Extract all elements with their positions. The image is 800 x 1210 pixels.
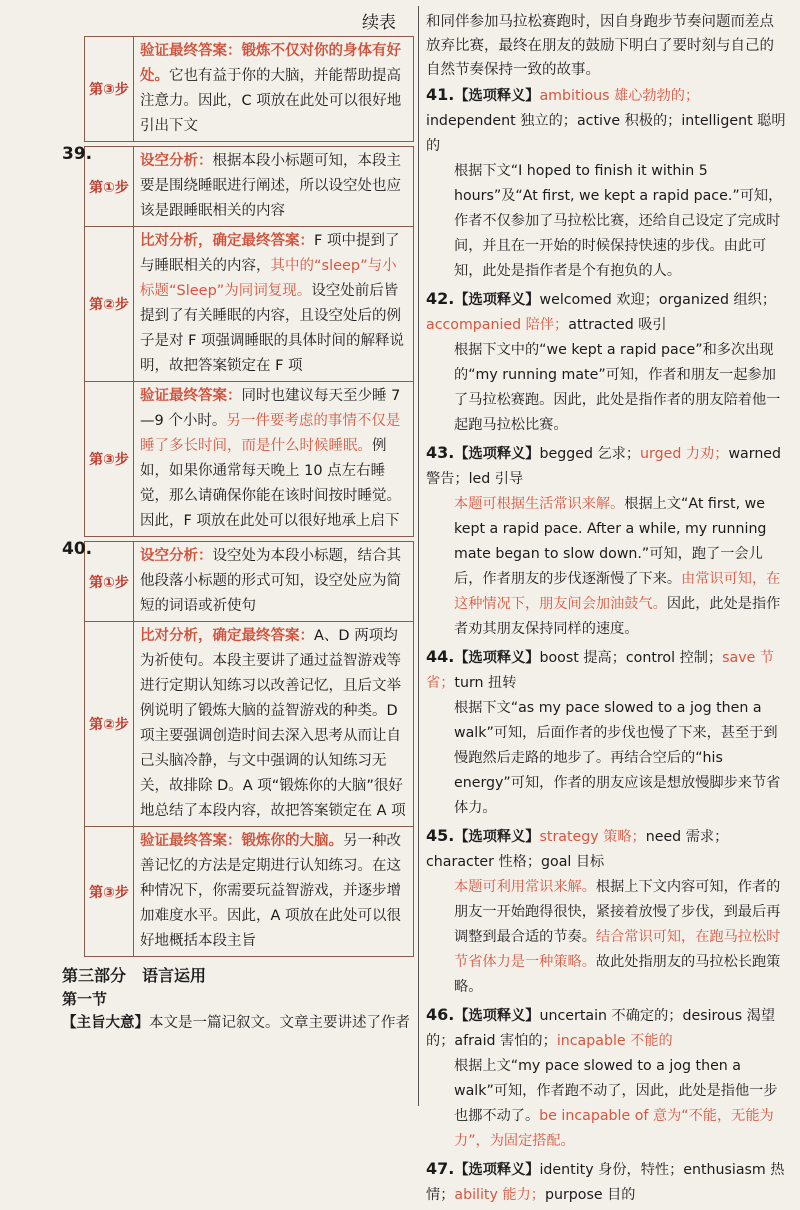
section-heading: 第一节 — [62, 990, 108, 1008]
option-list: identity 身份，特性；enthusiasm 热情； — [426, 1162, 785, 1203]
step-text: 同时也建议每天至少睡 7—9 个小时。 — [140, 388, 401, 429]
q42-block — [426, 286, 788, 438]
option-list: boost 提高；control 控制； — [539, 650, 723, 666]
step-text: 根据本段小标题可知，本段主要是围绕睡眠进行阐述，所以设空处也应该是跟睡眠相关的内容 — [140, 153, 401, 219]
option-tag: 【选项释义】 — [454, 1008, 540, 1024]
step-label: 第③步 — [85, 382, 134, 537]
q39-step-1-row — [85, 147, 414, 227]
step-highlight: 设空分析： — [140, 548, 213, 564]
question-number: 40. — [62, 539, 93, 559]
question-number: 39. — [62, 144, 93, 164]
option-tag: 【选项释义】 — [454, 292, 540, 308]
question-number: 43. — [426, 443, 455, 462]
question-number: 45. — [426, 826, 455, 845]
explanation-red: 本题可根据生活常识来解。 — [454, 496, 625, 512]
step-highlight: 设空分析： — [140, 153, 213, 169]
explanation-text-2: 故此处指朋友的马拉松长跑策略。 — [454, 954, 781, 995]
summary-continuation: 和同伴参加马拉松赛跑时，因自身跑步节奏问题而差点放弃比赛，最终在朋友的鼓励下明白了要时刻与自己的自然节奏保持一致的故事。 — [426, 14, 774, 78]
explanation: 根据下文“I hoped to finish it within 5 hours”及“At first, we kept a rapid pace.”可知，作者不仅参加了马拉松比赛，还给自己设定了完成时间，并且在一开始的时候保持快速的步伐。由此可知，此处是指作者是个有抱负的人。 — [454, 163, 783, 279]
step-text: F 项中提到了与睡眠相关的内容， — [140, 233, 400, 274]
summary-text: 本文是一篇记叙文。文章主要讲述了作者 — [149, 1015, 410, 1031]
explanation-text: 根据上文“At first, we kept a rapid pace. After a while, my running mate began to slow down.”可知，跑了一会儿后，作者朋友的步伐逐渐慢了下来。 — [454, 496, 767, 587]
step-content — [134, 147, 414, 227]
step-red-text: 另一件要考虑的事情不仅是睡了多长时间，而是什么时候睡眠。 — [140, 413, 401, 454]
q40-step-3-row — [85, 827, 414, 957]
step-content — [134, 227, 414, 382]
option-tag: 【选项释义】 — [454, 88, 540, 104]
q39-block — [62, 146, 414, 537]
question-number: 41. — [426, 85, 455, 104]
answer-option: save 节省； — [426, 650, 775, 691]
answer-option: ability 能力； — [454, 1187, 545, 1203]
option-list-2: warned 警告；led 引导 — [426, 446, 782, 487]
step-label: 第③步 — [85, 827, 134, 957]
question-number: 42. — [426, 289, 455, 308]
step-highlight: 验证最终答案：锻炼不仅对你的身体有好处。 — [140, 43, 401, 84]
explanation-text: 根据上文“my pace slowed to a jog then a walk”可知，作者跑不动了，因此，此处是指他一步也挪不动了。 — [454, 1058, 778, 1124]
option-tag: 【选项释义】 — [454, 829, 540, 845]
step-text: 它也有益于你的大脑，并能帮助提高注意力。因此，C 项放在此处可以很好地引出下文 — [140, 68, 402, 134]
q40-steps-table — [84, 541, 414, 957]
explanation: 根据下文“as my pace slowed to a jog then a walk”可知，后面作者的步伐也慢了下来，甚至于到慢跑然后走路的地步了。再结合空后的“his energy”可知，作者的朋友应该是想放慢脚步来节省体力。 — [454, 700, 781, 816]
explanation-red-2: 由常识可知，在这种情况下，朋友间会加油鼓气。 — [454, 571, 781, 612]
option-list: begged 乞求； — [539, 446, 641, 462]
step-content — [134, 542, 414, 622]
answer-option: incapable 不能的 — [556, 1033, 673, 1049]
step-highlight: 验证最终答案： — [140, 388, 242, 404]
q46-block — [426, 1002, 788, 1154]
explanation — [426, 875, 788, 1000]
q39-steps-table — [84, 146, 414, 537]
step-label: 第②步 — [85, 227, 134, 382]
question-number: 46. — [426, 1005, 455, 1024]
step-text-after: 例如，如果你通常每天晚上 10 点左右睡觉，那么请确保你能在该时间按时睡觉。因此，F 项放在此处可以很好地承上启下 — [140, 438, 401, 529]
answer-option: urged 力劝； — [640, 446, 729, 462]
step-content — [134, 622, 414, 827]
explanation-red: be incapable of 意为“不能，无能为力”，为固定搭配。 — [454, 1108, 774, 1149]
step-label: 第①步 — [85, 542, 134, 622]
explanation-red-2: 结合常识可知，在跑马拉松时节省体力是一种策略。 — [454, 929, 781, 970]
q39-step-2-row — [85, 227, 414, 382]
q38-steps-table — [84, 36, 414, 142]
q44-block — [426, 644, 788, 821]
explanation-text-2: 因此，此处是指作者劝其朋友保持同样的速度。 — [454, 596, 781, 637]
q38-tail-block — [62, 36, 414, 142]
question-number: 47. — [426, 1159, 455, 1178]
step-text-after: 设空处前后皆提到了有关睡眠的内容，且设空处后的例子是对 F 项强调睡眠的具体时间的解释说明，故把答案锁定在 F 项 — [140, 283, 405, 374]
q40-step-2-row — [85, 622, 414, 827]
answer-option: accompanied 陪伴； — [426, 317, 569, 333]
answer-option: ambitious 雄心勃勃的； — [539, 88, 700, 104]
continued-label: 续表 — [362, 13, 396, 33]
q40-step-1-row — [85, 542, 414, 622]
q45-block — [426, 823, 788, 1000]
question-number: 44. — [426, 647, 455, 666]
explanation — [426, 1054, 788, 1154]
option-list-2: purpose 目的 — [544, 1187, 636, 1203]
answer-option: strategy 策略； — [539, 829, 646, 845]
explanation-text: 根据上下文内容可知，作者的朋友一开始跑得很快，紧接着放慢了步伐，到最后再调整到最合适的节奏。 — [454, 879, 781, 945]
summary-tag: 【主旨大意】 — [62, 1015, 149, 1031]
option-list: independent 独立的；active 积极的；intelligent 聪明的 — [426, 113, 786, 154]
option-list: welcomed 欢迎；organized 组织； — [539, 292, 777, 308]
option-list-2: turn 扭转 — [454, 675, 517, 691]
option-tag: 【选项释义】 — [454, 1162, 540, 1178]
q39-step-3-row — [85, 382, 414, 537]
summary-paragraph — [62, 1011, 414, 1035]
q41-block — [426, 82, 788, 284]
explanation — [426, 492, 788, 642]
explanation-red: 本题可利用常识来解。 — [454, 879, 596, 895]
step-text: A、D 两项均为祈使句。本段主要讲了通过益智游戏等进行定期认知练习以改善记忆，且后文举例说明了锻炼大脑的益智游戏的种类。D 项主要强调创造时间去深入思考从而让自己头脑冷静，与文中强调的认知练习无关，故排除 D。A 项“锻炼你的大脑”很好地总结了本段内容，故把答案锁定在 A 项 — [140, 628, 406, 819]
right-column — [426, 10, 788, 1210]
explanation: 根据下文中的“we kept a rapid pace”和多次出现的“my running mate”可知，作者和朋友一起参加了马拉松赛跑。因此，此处是指作者的朋友陪着他一起跑马拉松比赛。 — [454, 342, 781, 433]
q43-block — [426, 440, 788, 642]
q40-block — [62, 541, 414, 957]
step-text: 另一种改善记忆的方法是定期进行认知练习。在这种情况下，你需要玩益智游戏，并逐步增加难度水平。因此，A 项放在此处可以很好地概括本段主旨 — [140, 833, 402, 949]
step-text: 设空处为本段小标题，结合其他段落小标题的形式可知，设空处应为简短的词语或祈使句 — [140, 548, 401, 614]
step-content — [134, 827, 414, 957]
q47-block — [426, 1156, 788, 1208]
step-highlight: 比对分析，确定最终答案： — [140, 233, 314, 249]
option-list-2: need 需求；character 性格；goal 目标 — [426, 829, 729, 870]
step-content — [134, 37, 414, 142]
option-tag: 【选项释义】 — [454, 446, 540, 462]
option-tag: 【选项释义】 — [454, 650, 540, 666]
step-label: 第②步 — [85, 622, 134, 827]
q38-step-3-row — [85, 37, 414, 142]
part-heading: 第三部分 语言运用 — [62, 966, 207, 985]
step-highlight: 验证最终答案：锻炼你的大脑。 — [140, 833, 343, 849]
step-content — [134, 382, 414, 537]
column-divider — [418, 6, 419, 1106]
step-highlight: 比对分析，确定最终答案： — [140, 628, 314, 644]
option-list: uncertain 不确定的；desirous 渴望的；afraid 害怕的； — [426, 1008, 776, 1049]
step-red-text: 其中的“sleep”与小标题“Sleep”为同词复现。 — [140, 258, 397, 299]
left-column — [62, 36, 414, 1035]
option-list-2: attracted 吸引 — [568, 317, 667, 333]
step-label: 第③步 — [85, 37, 134, 142]
step-label: 第①步 — [85, 147, 134, 227]
